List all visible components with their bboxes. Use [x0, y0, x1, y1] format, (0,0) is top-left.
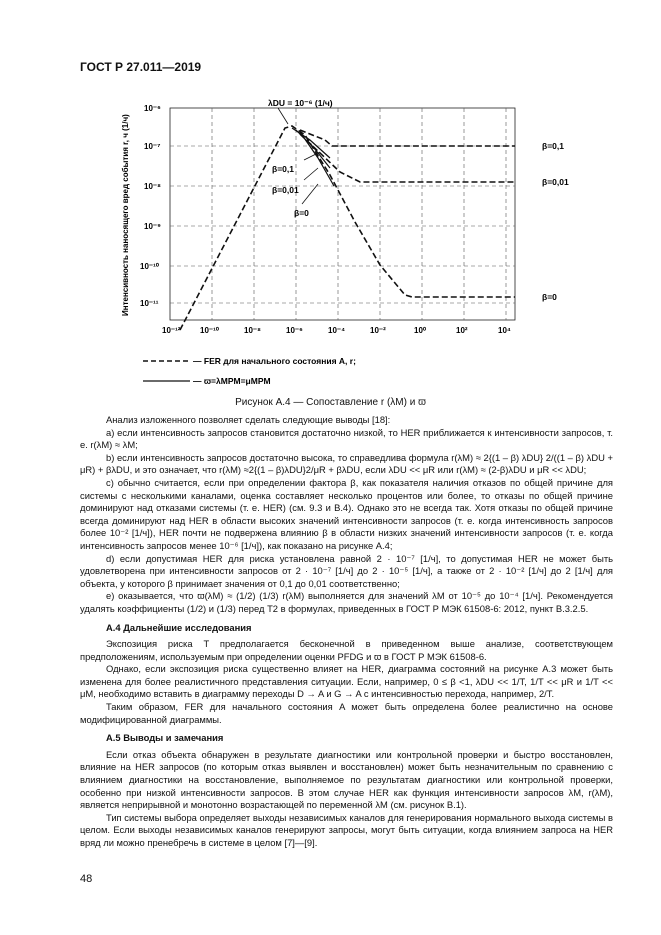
beta-inner-label: β=0: [294, 208, 309, 218]
body-text: [80, 414, 613, 850]
figure-a4-plot: [0, 0, 661, 400]
page-number: 48: [80, 873, 93, 885]
paragraph: Если отказ объекта обнаружен в результате диагностики или контрольной проверки и быстро восстановлен, влияние на HER запросов (по которым отказ выявлен и восстановлен) может быть незначительным по сравнению с влиянием диагностики на восстановление, выполняемое по результатам диагностики или контрольной проверки, особенно при низкой интенсивности запросов. В этом случае HER как функция интенсивности запросов λM, r(λM), является неприрывной и монотонно возрастающей по переменной λM (см. рисунок В.1).: [80, 748, 613, 811]
paragraph: Тип системы выбора определяет выходы независимых каналов для генерирования нормального выхода системы в целом. Если выходы независимых каналов генерируют запросы, могут быть ситуации, когда влиянием запроса на HER вряд ли можно пренебречь в системе в целом [7]—[9].: [80, 811, 613, 848]
fer-curve-beta-0: [180, 126, 515, 330]
curve-label-beta-0-01: β=0,01: [542, 177, 569, 187]
y-tick-label: 10⁻¹⁰: [140, 262, 159, 271]
figure-caption: Рисунок А.4 — Сопоставление r (λM) и ϖ: [235, 397, 426, 408]
paragraph: d) если допустимая HER для риска установлена равной 2 · 10⁻⁷ [1/ч], то допустимая HER не может быть удовлетворена при интенсивности запросов от 2 · 10⁻⁷ [1/ч] до 2 · 10⁻⁵ [1/ч], а также от 2 · 10⁻² [1/ч] до 2 [1/ч] для объекта, у которого β принимает значения от 0,1 до 0,01 соответственно;: [80, 552, 613, 589]
beta-inner-label: β=0,01: [272, 185, 299, 195]
fer-curve-beta-0-1: [300, 130, 515, 146]
document-header: ГОСТ Р 27.011—2019: [80, 60, 202, 74]
paragraph: Экспозиция риска T предполагается бесконечной в приведенном выше анализе, соответствующем предположениям, используемым при определении оценки PFDG и ϖ в ГОСТ Р МЭК 61508-6.: [80, 638, 613, 662]
paragraph: a) если интенсивность запросов становится достаточно низкой, то HER приближается к интенсивности запросов, т. е. r(λM) ≈ λM;: [80, 426, 613, 451]
y-tick-label: 10⁻⁶: [144, 104, 161, 113]
x-tick-label: 10⁴: [498, 326, 511, 335]
paragraph: b) если интенсивность запросов достаточно высока, то справедлива формула r(λM) ≈ 2{(1 – β) λDU} 2/((1 – β) λDU + μR) + βλDU, и это означает, что r(λM) ≈2{(1 – β)λDU}2/μR + βλDU, если λDU << μR или r(λM) ≈ (2-β)λDU и μR << λDU;: [80, 451, 613, 476]
x-tick-label: 10⁻⁶: [286, 326, 303, 335]
x-tick-label: 10⁻²: [370, 326, 386, 335]
fer-curve-beta-0-01: [300, 134, 515, 182]
section-heading: А.4 Дальнейшие исследования: [106, 621, 252, 633]
y-axis-label: Интенсивность наносящего вред события r, ч (1/ч): [121, 114, 130, 316]
curve-label-beta-0: β=0: [542, 292, 557, 302]
y-tick-label: 10⁻⁸: [144, 182, 161, 191]
paragraph: c) обычно считается, если при определении фактора β, как показателя наличия отказов по общей причине для системы с несколькими каналами, оценка составляет несколько процентов или более, то отказы по общей причине доминируют над отказами системы (т. е. HER) (см. 9.3 и В.4). Однако это не всегда так. Хотя отказы по общей причине всегда доминируют над HER в области высоких значений интенсивности запросов (т. е. когда интенсивность запросов более 10⁻² [1/ч]), HER почти не подвержена влиянию β в области низких значений интенсивности запросов (т. е. когда интенсивность запросов менее 10⁻⁶ [1/ч]), как показано на рисунке А.4;: [80, 476, 613, 551]
legend-fer-label: — FER для начального состояния A, r;: [193, 356, 356, 366]
paragraph: e) оказывается, что ϖ(λM) ≈ (1/2) (1/3) r(λM) выполняется для значений λM от 10⁻⁵ до 10⁻⁴ [1/ч]. Рекомендуется удалять коэффициенты (1/2) и (1/3) перед T2 в формулах, приведенных в ГОСТ Р МЭК 61508-6: 2012, пункт В.3.2.5.: [80, 590, 613, 614]
lambda-du-label: λDU = 10⁻⁶ (1/ч): [268, 98, 333, 108]
x-tick-label: 10⁰: [414, 326, 427, 335]
paragraph: Анализ изложенного позволяет сделать следующие выводы [18]:: [106, 414, 391, 425]
x-tick-label: 10⁻⁸: [244, 326, 261, 335]
x-tick-label: 10⁻¹²: [162, 326, 181, 335]
legend-varpi-label: — ϖ=λMPM=μMPM: [193, 376, 271, 386]
y-tick-label: 10⁻¹¹: [140, 299, 159, 308]
beta-inner-label: β=0,1: [272, 164, 294, 174]
curve-label-beta-0-1: β=0,1: [542, 141, 564, 151]
x-tick-label: 10⁻⁴: [328, 326, 346, 335]
y-tick-label: 10⁻⁹: [144, 222, 161, 231]
x-tick-label: 10²: [456, 326, 468, 335]
paragraph: Однако, если экспозиция риска существенно влияет на HER, диаграмма состояний на рисунке А.3 может быть изменена для более реалистичного представления ситуации. Если, например, 0 ≤ β <1, λDU << 1/T, 1/T << μR и 1/T << μM, необходимо вставить в диаграмму переходы D → A и G → A с интенсивностью перехода, например, 2/T.: [80, 663, 613, 700]
varpi-curve-3: [300, 132, 334, 186]
paragraph: Таким образом, FER для начального состояния A может быть определена более реалистично на основе модифицированной диаграммы.: [80, 701, 613, 725]
y-tick-label: 10⁻⁷: [144, 142, 161, 151]
x-tick-label: 10⁻¹⁰: [200, 326, 219, 335]
section-heading: А.5 Выводы и замечания: [106, 732, 224, 744]
